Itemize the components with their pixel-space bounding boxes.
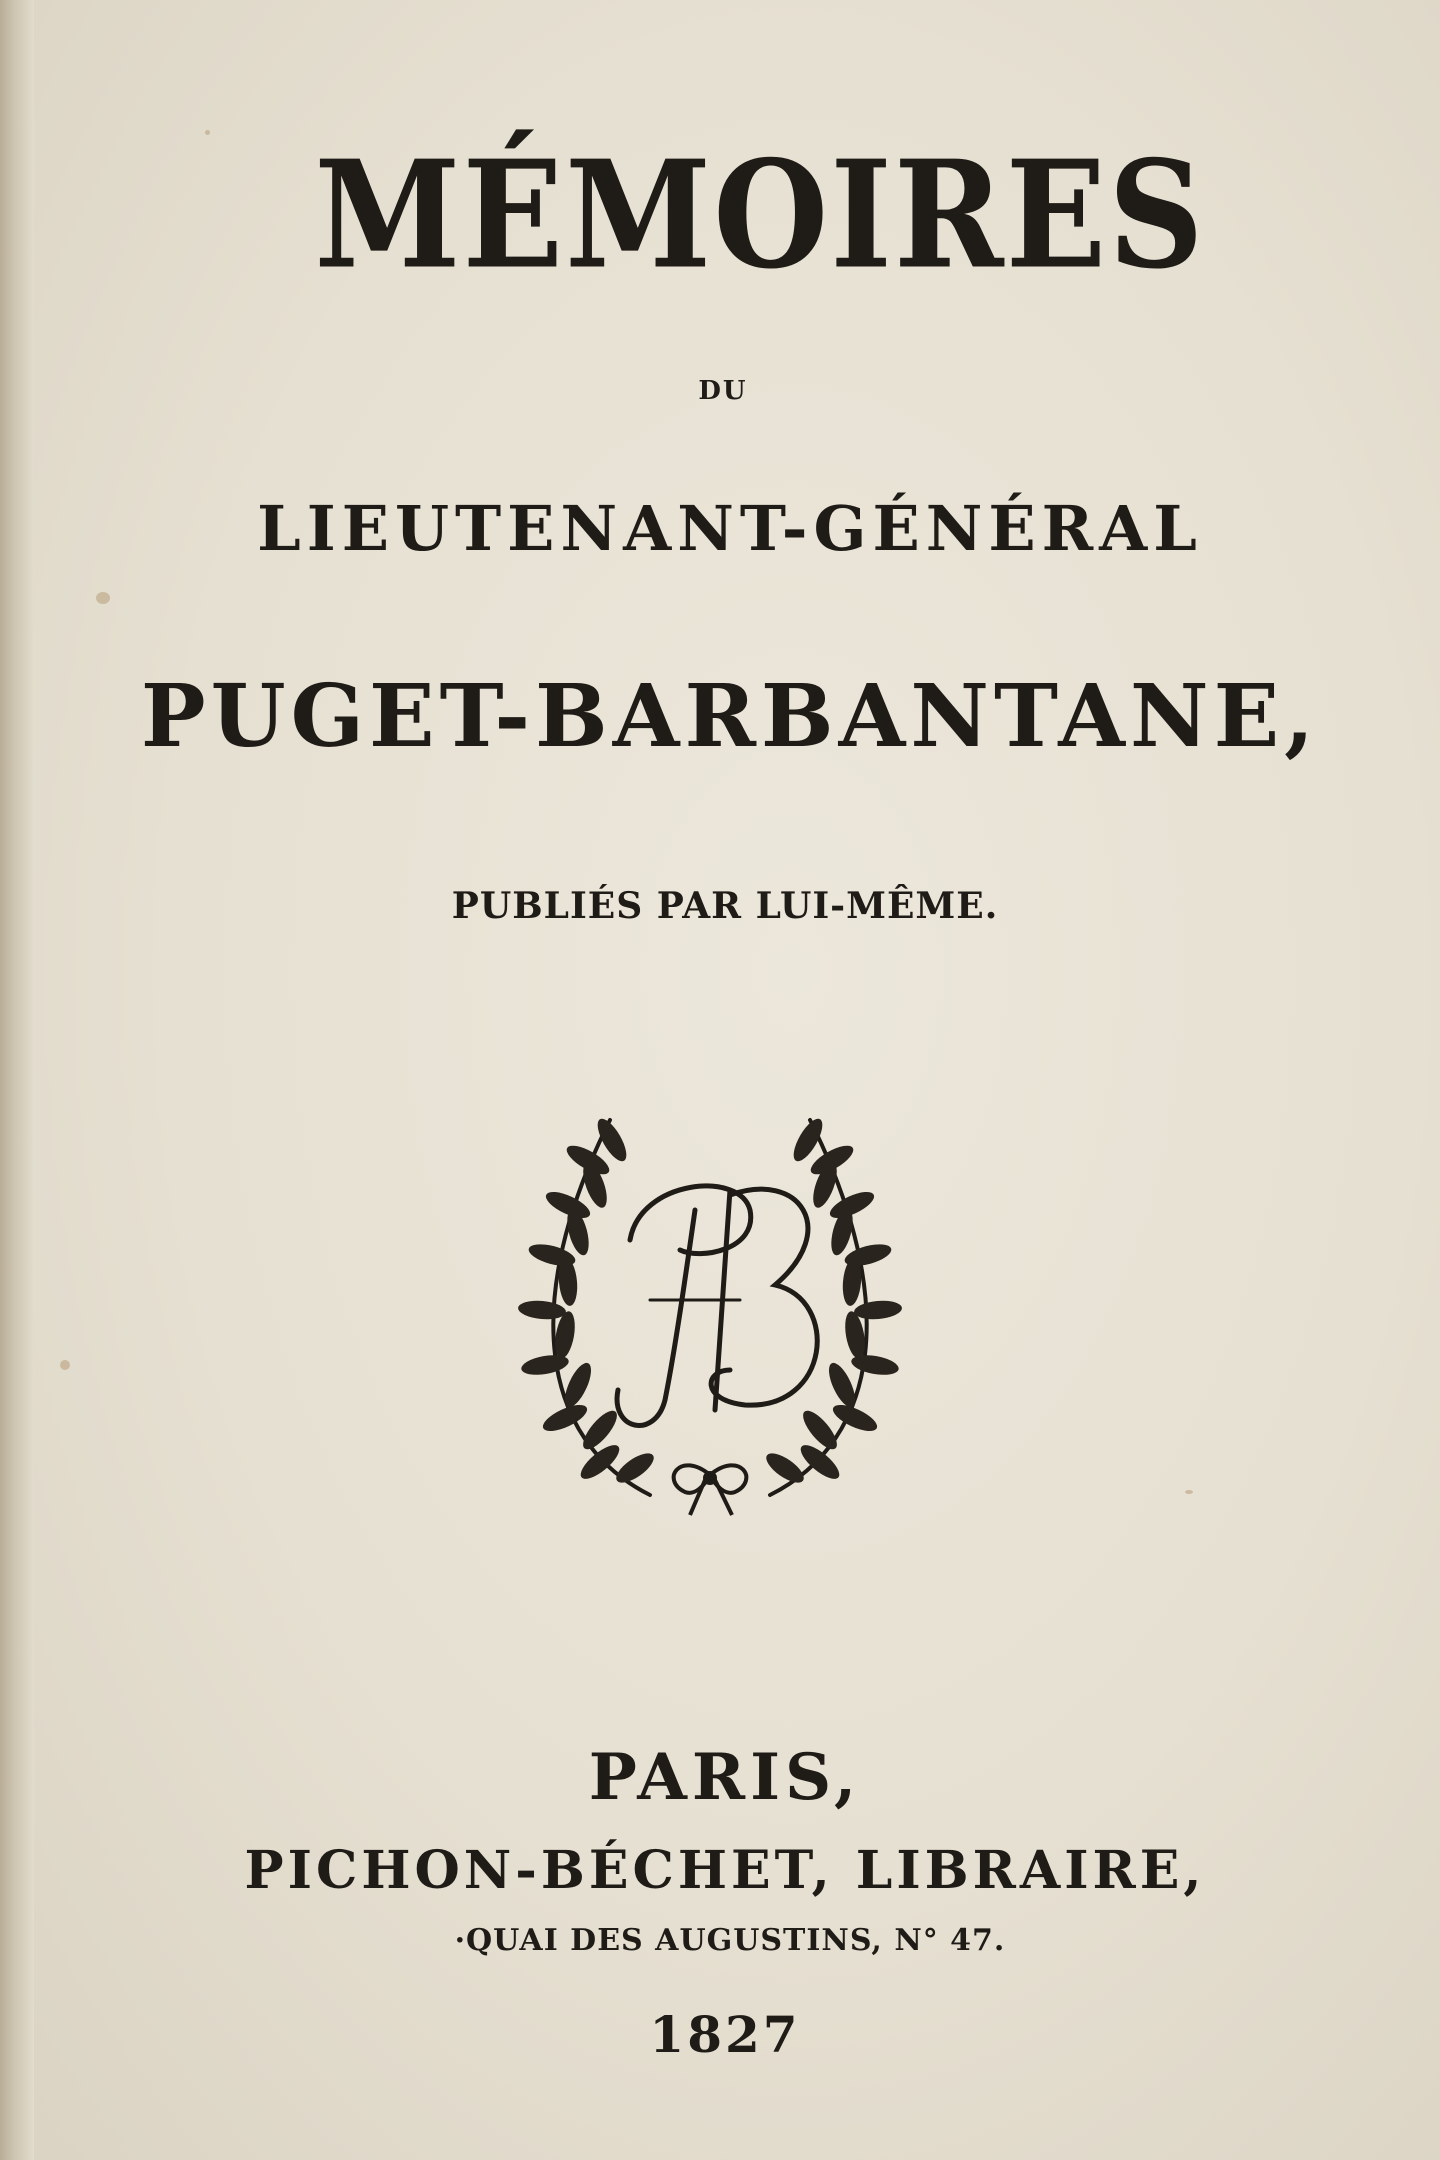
- laurel-wreath-monogram-icon: [500, 1100, 920, 1520]
- imprint-publisher: PICHON-BÉCHET, LIBRAIRE,: [244, 1840, 1206, 1901]
- imprint-year: 1827: [649, 2005, 801, 2064]
- publication-note: PUBLIÉS PAR LUI-MÊME.: [451, 885, 999, 927]
- foxing-spot: [60, 1360, 70, 1370]
- book-gutter: [0, 0, 34, 2160]
- imprint-city: PARIS,: [588, 1740, 862, 1815]
- foxing-spot: [1185, 1490, 1193, 1494]
- author-rank: LIEUTENANT-GÉNÉRAL: [257, 492, 1203, 565]
- foxing-spot: [96, 592, 110, 604]
- title-connector: DU: [698, 376, 748, 406]
- imprint-address: ·QUAI DES AUGUSTINS, N° 47.: [454, 1923, 1006, 1958]
- book-title: MÉMOIRES: [314, 128, 1206, 303]
- author-name: PUGET-BARBANTANE,: [140, 666, 1320, 767]
